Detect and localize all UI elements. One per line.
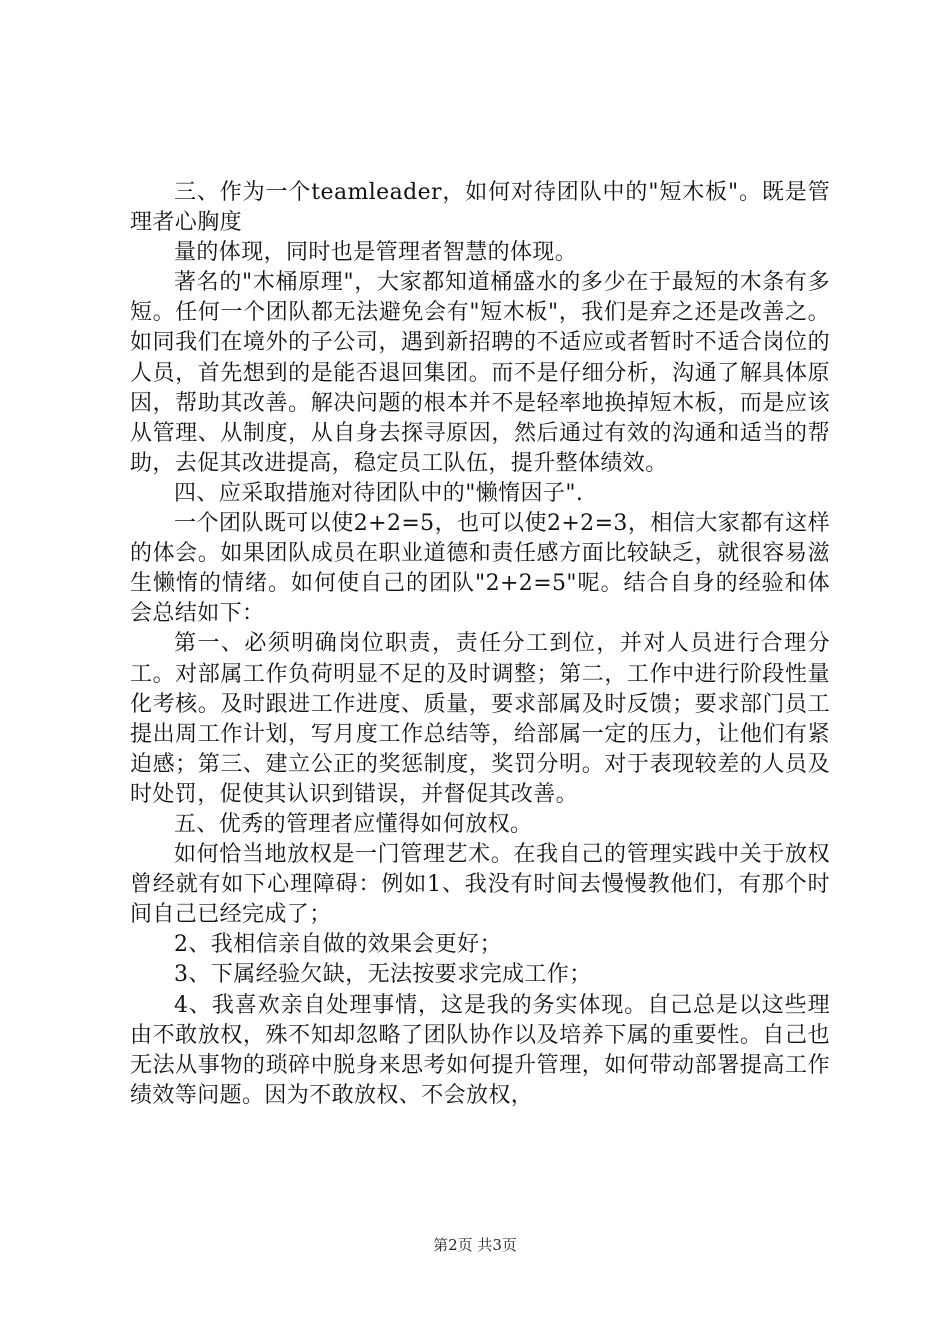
paragraph-11: 4、我喜欢亲自处理事情，这是我的务实体现。自己总是以这些理由不敢放权，殊不知却忽略了团队协作以及培养下属的重要性。自己也无法从事物的琐碎中脱身来思考如何提升管理，如何带动部署提高工作绩效等问题。因为不敢放权、不会放权，: [130, 992, 830, 1108]
paragraph-1: 三、作为一个teamleader，如何对待团队中的"短木板"。既是管理者心胸度: [130, 180, 830, 236]
paragraph-3: 著名的"木桶原理"，大家都知道桶盛水的多少在于最短的木条有多短。任何一个团队都无法避免会有"短木板"，我们是弃之还是改善之。如同我们在境外的子公司，遇到新招聘的不适应或者暂时不适合岗位的人员，首先想到的是能否退回集团。而不是仔细分析，沟通了解具体原因，帮助其改善。解决问题的根本并不是轻率地换掉短木板，而是应该从管理、从制度，从自身去探寻原因，然后通过有效的沟通和适当的帮助，去促其改进提高，稳定员工队伍，提升整体绩效。: [130, 270, 830, 476]
page-number-footer: 第2页 共3页: [433, 1236, 517, 1254]
paragraph-6: 第一、必须明确岗位职责，责任分工到位，并对人员进行合理分工。对部属工作负荷明显不足的及时调整；第二，工作中进行阶段性量化考核。及时跟进工作进度、质量，要求部属及时反馈；要求部门员工提出周工作计划，写月度工作总结等，给部属一定的压力，让他们有紧迫感；第三、建立公正的奖惩制度，奖罚分明。对于表现较差的人员及时处罚，促使其认识到错误，并督促其改善。: [130, 631, 830, 807]
paragraph-4: 四、应采取措施对待团队中的"懒惰因子".: [174, 480, 584, 506]
document-body: [130, 178, 830, 1111]
paragraph-8: 如何恰当地放权是一门管理艺术。在我自己的管理实践中关于放权曾经就有如下心理障碍：例如1、我没有时间去慢慢教他们，有那个时间自己已经完成了；: [130, 842, 830, 928]
paragraph-9: 2、我相信亲自做的效果会更好；: [174, 932, 502, 958]
paragraph-2: 量的体现，同时也是管理者智慧的体现。: [174, 240, 578, 266]
paragraph-7: 五、优秀的管理者应懂得如何放权。: [174, 811, 533, 837]
paragraph-10: 3、下属经验欠缺，无法按要求完成工作；: [174, 962, 592, 988]
paragraph-5: 一个团队既可以使2+2=5，也可以使2+2=3，相信大家都有这样的体会。如果团队成员在职业道德和责任感方面比较缺乏，就很容易滋生懒惰的情绪。如何使自己的团队"2+2=5"呢。结合自身的经验和体会总结如下：: [130, 511, 830, 627]
